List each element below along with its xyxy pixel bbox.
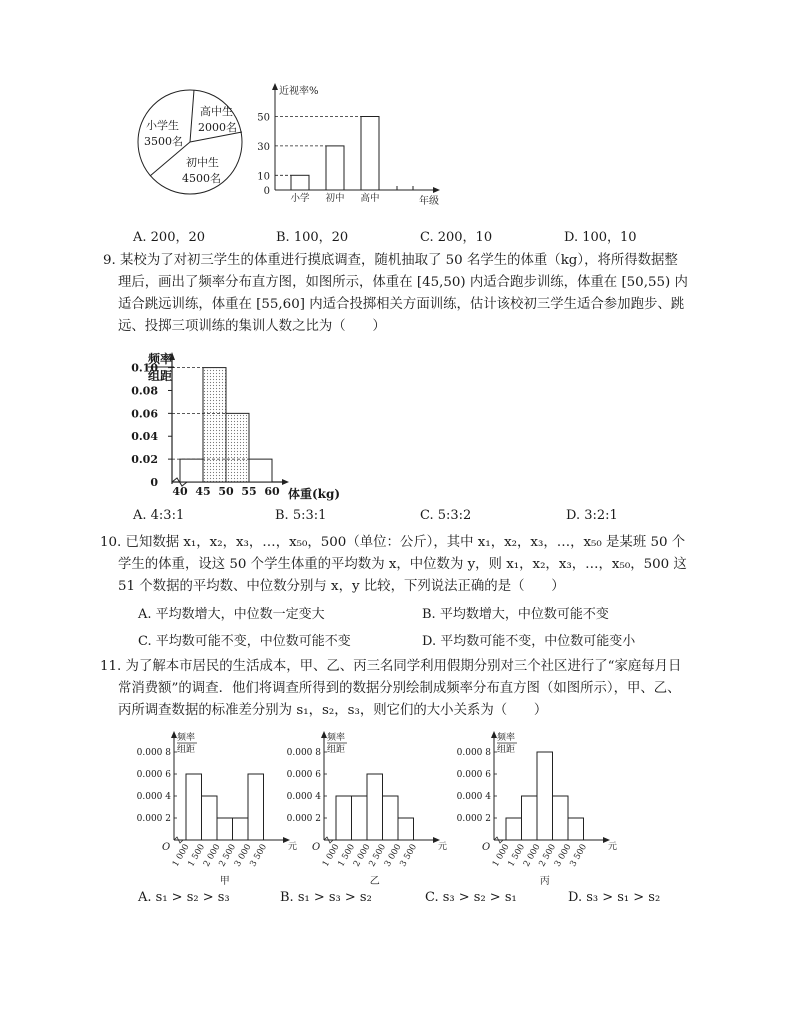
x-tick-label: 3 500 (398, 842, 420, 869)
x-tick-label: 50 (218, 485, 234, 498)
q8-option-d[interactable]: D. 100，10 (564, 230, 637, 245)
x-tick-label: 2 500 (217, 842, 239, 869)
pie-label-high: 高中生 (200, 105, 233, 118)
histogram-bar-3 (226, 413, 249, 482)
y-label-bottom: 组距 (177, 745, 196, 755)
y-label-top: 频率 (327, 733, 346, 743)
x-tick-label: 60 (264, 485, 280, 498)
y-tick-label: 0.02 (131, 453, 158, 467)
y-label-bottom: 组距 (327, 745, 346, 755)
x-tick-label: 初中 (325, 193, 345, 204)
y-tick-label: 0.06 (131, 407, 158, 421)
y-tick-label: 0.000 2 (456, 814, 491, 824)
origin-label: O (482, 842, 491, 853)
histogram-bar-3 (537, 752, 553, 840)
pie-label-primary: 小学生 (146, 119, 179, 132)
x-tick-label: 3 500 (248, 842, 270, 869)
q9-option-d[interactable]: D. 3:2:1 (566, 508, 618, 523)
q9-line-2: 理后，画出了频率分布直方图，如图所示，体重在 [45,50) 内适合跑步训练，体重在 [50,55) 内 (118, 275, 688, 290)
y-tick-label: 0.000 6 (286, 770, 321, 780)
histogram-bar-4 (383, 796, 399, 840)
x-tick-label: 3 000 (232, 842, 254, 869)
x-tick-label: 2 000 (201, 842, 223, 869)
x-tick-label: 2 500 (367, 842, 389, 869)
q10-option-a[interactable]: A. 平均数增大，中位数一定变大 (138, 607, 325, 622)
x-tick-label: 3 000 (552, 842, 574, 869)
x-tick-label: 45 (195, 485, 211, 498)
q8-option-b[interactable]: B. 100，20 (276, 230, 349, 245)
x-tick-label: 1 500 (506, 842, 528, 869)
histogram-bar-2 (352, 796, 368, 840)
y-tick-label: 0.000 8 (456, 748, 491, 758)
histogram-bing (446, 728, 626, 888)
y-tick-label: 0.000 2 (286, 814, 321, 824)
x-axis-arrow (433, 187, 440, 193)
y-tick-label: 0.000 8 (286, 748, 321, 758)
histogram-bar-3 (367, 774, 383, 840)
y-tick-label: 0.000 6 (456, 770, 491, 780)
y-label-bottom: 组距 (148, 369, 173, 383)
x-tick-label: 小学 (290, 193, 310, 204)
histogram-jia (130, 728, 298, 888)
unit-label: 元 (608, 842, 618, 852)
y-tick-label: 0.000 4 (136, 792, 171, 802)
q10-stem (100, 532, 700, 598)
y-tick-label: 0.000 6 (136, 770, 171, 780)
origin-label: O (312, 842, 321, 853)
x-tick-label: 2 500 (537, 842, 559, 869)
x-tick-label: 40 (172, 485, 188, 498)
q10-option-b[interactable]: B. 平均数增大，中位数可能不变 (422, 607, 609, 622)
histogram-bar-2 (203, 368, 226, 482)
histogram-bar-1 (180, 459, 203, 482)
unit-label: 元 (438, 842, 448, 852)
q11-stem (100, 656, 700, 722)
q11-option-c[interactable]: C. s₃ > s₂ > s₁ (425, 890, 517, 905)
chart-caption: 丙 (539, 876, 550, 887)
x-axis-label: 体重(kg) (288, 487, 341, 501)
y-tick-label: 0 (263, 186, 270, 197)
histogram-bar-3 (217, 818, 233, 840)
histogram-bar-4 (249, 459, 272, 482)
bar-2 (326, 146, 344, 190)
q11-option-a[interactable]: A. s₁ > s₂ > s₃ (138, 890, 230, 905)
bar-1 (291, 175, 309, 190)
q11-line-3: 丙所调查数据的标准差分别为 s₁，s₂，s₃，则它们的大小关系为（ ） (118, 703, 548, 718)
y-axis-arrow (272, 83, 278, 90)
q9-line-3: 适合跳远训练，体重在 [55,60] 内适合投掷相关方面训练，估计该校初三学生适合参加跑步、跳 (118, 297, 685, 312)
histogram-bar-2 (522, 796, 538, 840)
histogram-bar-5 (248, 774, 264, 840)
y-label-bottom: 组距 (497, 745, 516, 755)
q10-option-d[interactable]: D. 平均数可能不变，中位数可能变小 (422, 634, 636, 649)
y-label-top: 频率 (497, 733, 516, 743)
q9-stem (103, 250, 703, 338)
myopia-bar-chart (255, 80, 445, 210)
y-tick-label: 50 (257, 112, 270, 124)
histogram-bar-5 (398, 818, 414, 840)
x-tick-label: 1 000 (490, 842, 512, 869)
y-tick-label: 10 (257, 171, 270, 183)
x-tick-label: 55 (241, 485, 257, 498)
x-axis-arrow (282, 479, 289, 485)
x-tick-label: 1 000 (320, 842, 342, 869)
origin-label: O (162, 842, 171, 853)
y-tick-label: 0.10 (131, 361, 158, 375)
weight-histogram (128, 348, 358, 500)
x-tick-label: 3 000 (382, 842, 404, 869)
q10-line-1: 10. 已知数据 x₁，x₂，x₃，…，x₅₀，500（单位：公斤），其中 x₁，x₂，x₃，…，x₅₀ 是某班 50 个 (100, 535, 686, 550)
x-tick-label: 1 000 (170, 842, 192, 869)
x-tick-label: 3 500 (568, 842, 590, 869)
q10-line-2: 学生的体重，设这 50 个学生体重的平均数为 x，中位数为 y，则 x₁，x₂，x₃，…，x₅₀，500 这 (118, 557, 687, 572)
y-tick-label: 0.000 8 (136, 748, 171, 758)
pie-label-middle-count: 4500名 (182, 172, 221, 185)
y-tick-label: 0.000 2 (136, 814, 171, 824)
chart-caption: 乙 (369, 876, 380, 887)
q11-option-b[interactable]: B. s₁ > s₃ > s₂ (280, 890, 372, 905)
pie-chart (136, 84, 246, 204)
histogram-bar-4 (233, 818, 249, 840)
x-tick-label: 1 500 (186, 842, 208, 869)
histogram-bar-4 (553, 796, 569, 840)
y-label-top: 频率 (177, 733, 196, 743)
histogram-bar-1 (336, 796, 352, 840)
x-tick-label: 2 000 (521, 842, 543, 869)
q9-line-4: 远、投掷三项训练的集训人数之比为（ ） (118, 319, 386, 334)
histogram-bar-2 (202, 796, 218, 840)
x-tick-label: 1 500 (336, 842, 358, 869)
x-tick-label: 2 000 (351, 842, 373, 869)
x-tick-label: 高中 (360, 193, 380, 204)
histogram-bar-1 (186, 774, 202, 840)
q8-option-c[interactable]: C. 200，10 (420, 230, 493, 245)
y-tick-label: 0.000 4 (456, 792, 491, 802)
q9-option-c[interactable]: C. 5:3:2 (420, 508, 472, 523)
x-axis-label: 年级 (419, 196, 439, 207)
y-tick-label: 30 (257, 141, 270, 153)
chart-caption: 甲 (219, 876, 230, 887)
pie-label-primary-count: 3500名 (144, 135, 183, 148)
histogram-bar-5 (568, 818, 584, 840)
bar-3 (361, 117, 379, 191)
q11-line-2: 常消费额”的调查．他们将调查所得到的数据分别绘制成频率分布直方图（如图所示），甲、乙、 (118, 681, 681, 696)
histogram-yi (280, 728, 448, 888)
pie-label-high-count: 2000名 (198, 121, 237, 134)
y-axis-label: 近视率% (279, 86, 319, 97)
q11-line-1: 11. 为了解本市居民的生活成本，甲、乙、丙三名同学利用假期分别对三个社区进行了“家庭每月日 (100, 659, 682, 674)
q9-option-a[interactable]: A. 4:3:1 (133, 508, 185, 523)
y-label-top: 频率 (148, 352, 173, 366)
q9-line-1: 9. 某校为了对初三学生的体重进行摸底调查，随机抽取了 50 名学生的体重（kg），将所得数据整 (103, 253, 678, 268)
histogram-bar-1 (506, 818, 522, 840)
q10-option-c[interactable]: C. 平均数可能不变，中位数可能不变 (138, 634, 351, 649)
q11-option-d[interactable]: D. s₃ > s₁ > s₂ (568, 890, 661, 905)
y-tick-label: 0.000 4 (286, 792, 321, 802)
y-tick-label: 0.08 (131, 384, 158, 398)
pie-label-middle: 初中生 (186, 156, 219, 169)
q8-option-a[interactable]: A. 200，20 (133, 230, 206, 245)
unit-label: 元 (288, 842, 298, 852)
q10-line-3: 51 个数据的平均数、中位数分别与 x，y 比较，下列说法正确的是（ ） (118, 579, 565, 594)
q9-option-b[interactable]: B. 5:3:1 (275, 508, 327, 523)
y-tick-label: 0 (150, 476, 158, 489)
y-tick-label: 0.04 (131, 430, 158, 444)
